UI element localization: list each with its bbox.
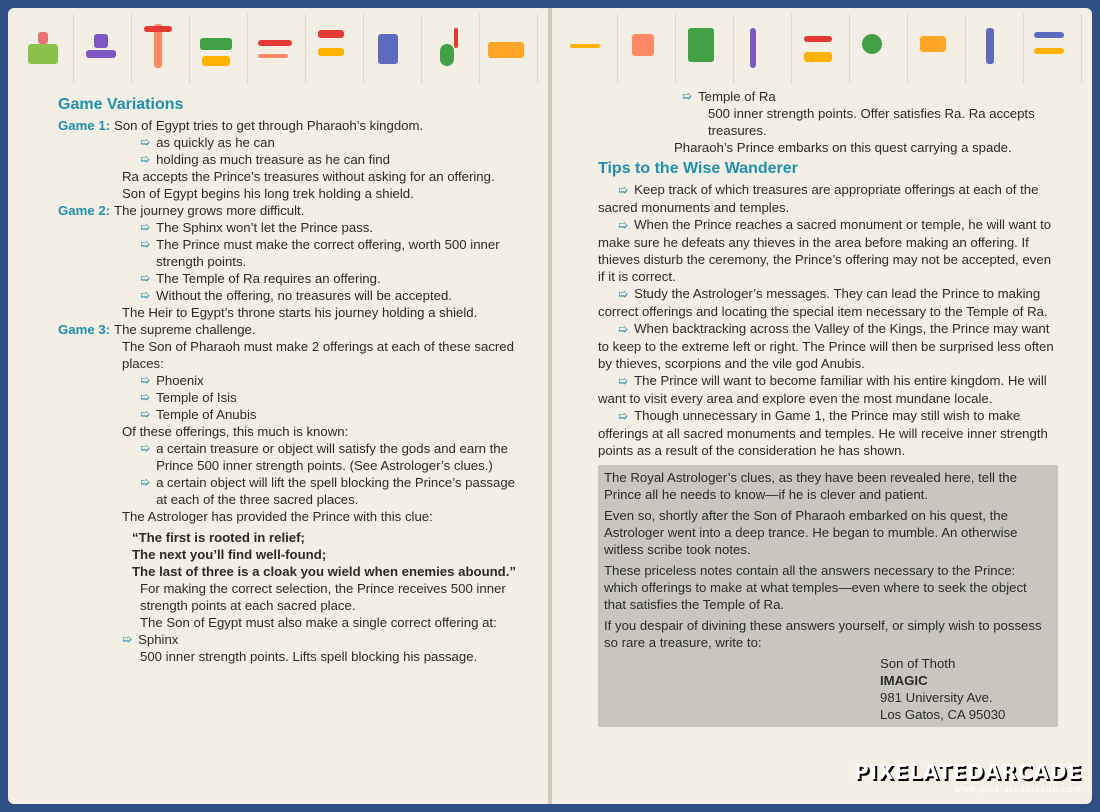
spade-note: Pharaoh’s Prince embarks on this quest carrying a spade.: [674, 140, 1012, 155]
arrow-icon: ➯: [140, 441, 151, 455]
game3-bullet: a certain treasure or object will satisfy the gods and earn the Prince 500 inner strength points. (See Astrologer’s clues.): [156, 441, 508, 473]
game2-label: Game 2:: [58, 203, 111, 218]
quote-line: The last of three is a cloak you wield when enemies abound.”: [132, 564, 516, 579]
arrow-icon: ➯: [618, 218, 629, 232]
arrow-icon: ➯: [140, 288, 151, 302]
arrow-icon: ➯: [618, 287, 629, 301]
tip-text: When backtracking across the Valley of the Kings, the Prince may want to keep to the extreme left or right. The Prince will then be surprised less often by thieves, scorpions and the vile god Anubis.: [598, 321, 1054, 371]
arrow-icon: ➯: [140, 237, 151, 251]
box-paragraph: Even so, shortly after the Son of Pharaoh embarked on his quest, the Astrologer went into a deep trance. He began to mumble. An otherwise witless scribe took notes.: [604, 508, 1018, 557]
sphinx-label: Sphinx: [138, 632, 179, 647]
sphinx-text: 500 inner strength points. Lifts spell blocking his passage.: [140, 649, 478, 664]
game1-note: Ra accepts the Prince’s treasures without asking for an offering.: [122, 169, 495, 184]
game1-text: Son of Egypt tries to get through Pharaoh’s kingdom.: [114, 118, 424, 133]
hieroglyph-icon: [678, 14, 734, 84]
tip-item: [598, 320, 1058, 372]
game-variations-section: [58, 96, 518, 665]
section-heading: Game Variations: [58, 96, 184, 113]
tip-item: [598, 181, 1058, 216]
game1-label: Game 1:: [58, 118, 111, 133]
game1-bullet: as quickly as he can: [156, 135, 275, 150]
arrow-icon: ➯: [682, 89, 693, 103]
game2-bullet: Without the offering, no treasures will be accepted.: [156, 288, 452, 303]
arrow-icon: ➯: [618, 409, 629, 423]
left-page: [8, 8, 548, 804]
address-line: Los Gatos, CA 95030: [880, 707, 1006, 722]
hieroglyph-band-right: [562, 14, 1082, 84]
box-paragraph: If you despair of divining these answers yourself, or simply wish to possess so rare a treasure, write to:: [604, 618, 1042, 650]
address-line: 981 University Ave.: [880, 690, 993, 705]
tip-item: [598, 372, 1058, 407]
arrow-icon: ➯: [618, 183, 629, 197]
address-line: Son of Thoth: [880, 656, 956, 671]
astrologer-box: [598, 465, 1058, 727]
game2-bullet: The Temple of Ra requires an offering.: [156, 271, 381, 286]
arrow-icon: ➯: [140, 135, 151, 149]
game1-note2: Son of Egypt begins his long trek holding a shield.: [122, 186, 414, 201]
hieroglyph-icon: [852, 14, 908, 84]
sacred-place: Temple of Anubis: [156, 407, 257, 422]
game2-note: The Heir to Egypt’s throne starts his journey holding a shield.: [122, 305, 478, 320]
tip-text: Study the Astrologer’s messages. They can lead the Prince to making correct offerings and locating the special item necessary to the Temple of Ra.: [598, 286, 1048, 319]
arrow-icon: ➯: [140, 390, 151, 404]
arrow-icon: ➯: [122, 632, 133, 646]
watermark: [854, 760, 1082, 794]
hieroglyph-icon: [18, 14, 74, 84]
address-block: [604, 655, 1052, 723]
hieroglyph-icon: [794, 14, 850, 84]
hieroglyph-icon: [366, 14, 422, 84]
tip-text: The Prince will want to become familiar with his entire kingdom. He will want to visit every area and explore even the most mundane locale.: [598, 373, 1047, 406]
game1-bullet: holding as much treasure as he can find: [156, 152, 390, 167]
arrow-icon: ➯: [140, 152, 151, 166]
hieroglyph-band-left: [18, 14, 538, 84]
game2-text: The journey grows more difficult.: [114, 203, 305, 218]
hieroglyph-icon: [308, 14, 364, 84]
quote-line: The next you’ll find well-found;: [132, 547, 327, 562]
game3-label: Game 3:: [58, 322, 111, 337]
tip-item: [598, 216, 1058, 285]
game3-text: The supreme challenge.: [114, 322, 256, 337]
tip-text: Though unnecessary in Game 1, the Prince may still wish to make offerings at all sacred monuments and temples. He will receive inner strength points as a result of the consideration he has shown.: [598, 408, 1048, 458]
hieroglyph-icon: [134, 14, 190, 84]
hieroglyph-icon: [424, 14, 480, 84]
hieroglyph-icon: [76, 14, 132, 84]
tip-item: [598, 407, 1058, 459]
game2-bullet: The Sphinx won’t let the Prince pass.: [156, 220, 374, 235]
right-page: [552, 8, 1092, 804]
tip-text: When the Prince reaches a sacred monument or temple, he will want to make sure he defeats any thieves in the area before making an offering. If thieves disturb the ceremony, the Prince’s offering may not be accepted, even if it is correct.: [598, 217, 1052, 284]
tip-text: Keep track of which treasures are appropriate offerings at each of the sacred monuments and temples.: [598, 182, 1039, 215]
hieroglyph-icon: [250, 14, 306, 84]
quote-line: “The first is rooted in relief;: [132, 530, 305, 545]
hieroglyph-icon: [562, 14, 618, 84]
sacred-place: Temple of Isis: [156, 390, 237, 405]
watermark-main: PIXELATEDARCADE: [853, 760, 1082, 784]
watermark-sub: www.pixelatedarcade.com: [954, 784, 1082, 794]
game3-bullet: a certain object will lift the spell blocking the Prince’s passage at each of the three sacred places.: [156, 475, 516, 507]
arrow-icon: ➯: [140, 475, 151, 489]
arrow-icon: ➯: [140, 220, 151, 234]
box-paragraph: The Royal Astrologer’s clues, as they have been revealed here, tell the Prince all he needs to know—if he is clever and patient.: [604, 470, 1017, 502]
hieroglyph-icon: [620, 14, 676, 84]
game3-note: The Son of Pharaoh must make 2 offerings at each of these sacred places:: [122, 339, 514, 371]
hieroglyph-icon: [736, 14, 792, 84]
sacred-place: Phoenix: [156, 373, 204, 388]
after-quote: For making the correct selection, the Prince receives 500 inner strength points at each sacred place.: [140, 581, 506, 613]
ra-text: 500 inner strength points. Offer satisfies Ra. Ra accepts treasures.: [708, 106, 1035, 138]
hieroglyph-icon: [968, 14, 1024, 84]
arrow-icon: ➯: [140, 407, 151, 421]
arrow-icon: ➯: [140, 373, 151, 387]
arrow-icon: ➯: [618, 322, 629, 336]
game3-known: Of these offerings, this much is known:: [122, 424, 349, 439]
clue-quote: [58, 529, 518, 580]
game3-clue: The Astrologer has provided the Prince with this clue:: [122, 509, 433, 524]
hieroglyph-icon: [482, 14, 538, 84]
box-paragraph: These priceless notes contain all the answers necessary to the Prince: which offerings to make at what temples—even where to seek the object that satisfies the Temple of Ra.: [604, 563, 1027, 612]
hieroglyph-icon: [1026, 14, 1082, 84]
right-content: [598, 88, 1058, 727]
game2-bullet: The Prince must make the correct offering, worth 500 inner strength points.: [156, 237, 500, 269]
arrow-icon: ➯: [140, 271, 151, 285]
ra-label: Temple of Ra: [698, 89, 776, 104]
tips-heading: Tips to the Wise Wanderer: [598, 160, 798, 177]
single-offering: The Son of Egypt must also make a single correct offering at:: [140, 615, 497, 630]
address-company: IMAGIC: [880, 673, 928, 688]
hieroglyph-icon: [910, 14, 966, 84]
hieroglyph-icon: [192, 14, 248, 84]
arrow-icon: ➯: [618, 374, 629, 388]
tip-item: [598, 285, 1058, 320]
